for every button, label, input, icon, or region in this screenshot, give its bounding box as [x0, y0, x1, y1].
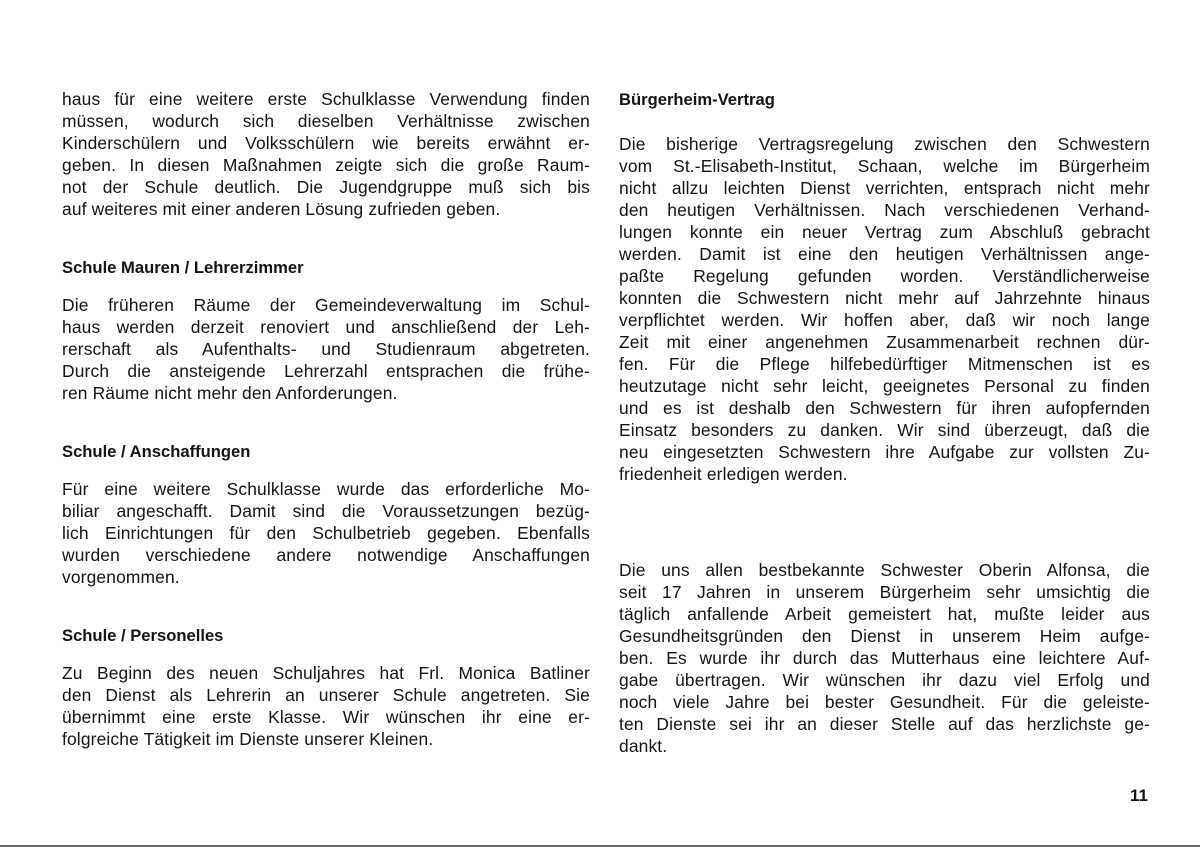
alfonsa-paragraph: [619, 559, 1150, 757]
text-line: vorgenommen.: [62, 567, 180, 587]
text-line: Die uns allen bestbekannte Schwester Oberin Alfonsa, die: [619, 560, 1150, 580]
text-line: Einsatz besonders zu danken. Wir sind überzeugt, daß die: [619, 420, 1150, 440]
text-line: biliar angeschafft. Damit sind die Voraussetzungen bezüg-: [62, 501, 590, 521]
text-line: täglich anfallende Arbeit gemeistert hat, mußte leider aus: [619, 604, 1150, 624]
anschaffungen-paragraph: [62, 478, 590, 588]
text-line: not der Schule deutlich. Die Jugendgruppe muß sich bis: [62, 177, 590, 197]
text-line: Die bisherige Vertragsregelung zwischen den Schwestern: [619, 134, 1150, 154]
text-line: Durch die ansteigende Lehrerzahl entsprachen die frühe-: [62, 361, 590, 381]
text-line: Die früheren Räume der Gemeindeverwaltung im Schul-: [62, 295, 590, 315]
text-line: auf weiteres mit einer anderen Lösung zufrieden geben.: [62, 199, 501, 219]
right-column: [619, 88, 1150, 757]
text-line: haus werden derzeit renoviert und anschließend der Leh-: [62, 317, 590, 337]
text-line: Für eine weitere Schulklasse wurde das erforderliche Mo-: [62, 479, 590, 499]
text-line: lich Einrichtungen für den Schulbetrieb gegeben. Ebenfalls: [62, 523, 590, 543]
text-line: vom St.-Elisabeth-Institut, Schaan, welche im Bürgerheim: [619, 156, 1150, 176]
text-line: übernimmt eine erste Klasse. Wir wünschen ihr eine er-: [62, 707, 590, 727]
text-line: nicht allzu leichten Dienst verrichten, entsprach nicht mehr: [619, 178, 1150, 198]
text-line: dankt.: [619, 736, 668, 756]
page-number: 11: [1130, 786, 1148, 805]
text-line: seit 17 Jahren in unserem Bürgerheim sehr umsichtig die: [619, 582, 1150, 602]
text-line: wurden verschiedene andere notwendige Anschaffungen: [62, 545, 590, 565]
text-line: Zeit mit einer angenehmen Zusammenarbeit rechnen dür-: [619, 332, 1150, 352]
text-line: ten Dienste sei ihr an dieser Stelle auf das herzlichste ge-: [619, 714, 1150, 734]
text-line: ren Räume nicht mehr den Anforderungen.: [62, 383, 398, 403]
personelles-paragraph: [62, 662, 590, 750]
section-heading-lehrerzimmer: Schule Mauren / Lehrerzimmer: [62, 258, 304, 277]
left-column: [62, 88, 590, 750]
text-line: gabe übertragen. Wir wünschen ihr dazu viel Erfolg und: [619, 670, 1150, 690]
lehrerzimmer-paragraph: [62, 294, 590, 404]
text-line: paßte Regelung gefunden worden. Verständlicherweise: [619, 266, 1150, 286]
text-line: den Dienst als Lehrerin an unserer Schule angetreten. Sie: [62, 685, 590, 705]
bottom-rule: [0, 845, 1200, 847]
text-line: heutzutage nicht sehr leicht, geeignetes Personal zu finden: [619, 376, 1150, 396]
text-line: verpflichtet werden. Wir hoffen aber, daß wir noch lange: [619, 310, 1150, 330]
text-line: haus für eine weitere erste Schulklasse Verwendung finden: [62, 89, 590, 109]
section-heading-anschaffungen: Schule / Anschaffungen: [62, 442, 251, 461]
text-line: noch viele Jahre bei bester Gesundheit. Für die geleiste-: [619, 692, 1150, 712]
text-line: geben. In diesen Maßnahmen zeigte sich die große Raum-: [62, 155, 590, 175]
text-line: friedenheit erledigen werden.: [619, 464, 848, 484]
text-line: rerschaft als Aufenthalts- und Studienraum abgetreten.: [62, 339, 590, 359]
buergerheim-vertrag-paragraph: [619, 133, 1150, 485]
section-heading-buergerheim-vertrag: Bürgerheim-Vertrag: [619, 90, 775, 109]
text-line: Zu Beginn des neuen Schuljahres hat Frl. Monica Batliner: [62, 663, 590, 683]
text-line: werden. Damit ist eine den heutigen Verhältnissen ange-: [619, 244, 1150, 264]
text-line: lungen konnte ein neuer Vertrag zum Abschluß gebracht: [619, 222, 1150, 242]
text-line: fen. Für die Pflege hilfebedürftiger Mitmenschen ist es: [619, 354, 1150, 374]
section-heading-personelles: Schule / Personelles: [62, 626, 224, 645]
text-line: müssen, wodurch sich dieselben Verhältnisse zwischen: [62, 111, 590, 131]
text-line: konnten die Schwestern nicht mehr auf Jahrzehnte hinaus: [619, 288, 1150, 308]
text-line: und es ist deshalb den Schwestern für ihren aufopfernden: [619, 398, 1150, 418]
text-line: neu eingesetzten Schwestern ihre Aufgabe zur vollsten Zu-: [619, 442, 1150, 462]
text-line: den heutigen Verhältnissen. Nach verschiedenen Verhand-: [619, 200, 1150, 220]
text-line: Gesundheitsgründen den Dienst in unserem Heim aufge-: [619, 626, 1150, 646]
text-line: folgreiche Tätigkeit im Dienste unserer Kleinen.: [62, 729, 434, 749]
intro-paragraph: [62, 88, 590, 220]
text-line: ben. Es wurde ihr durch das Mutterhaus eine leichtere Auf-: [619, 648, 1150, 668]
text-line: Kinderschülern und Volksschülern wie bereits erwähnt er-: [62, 133, 590, 153]
